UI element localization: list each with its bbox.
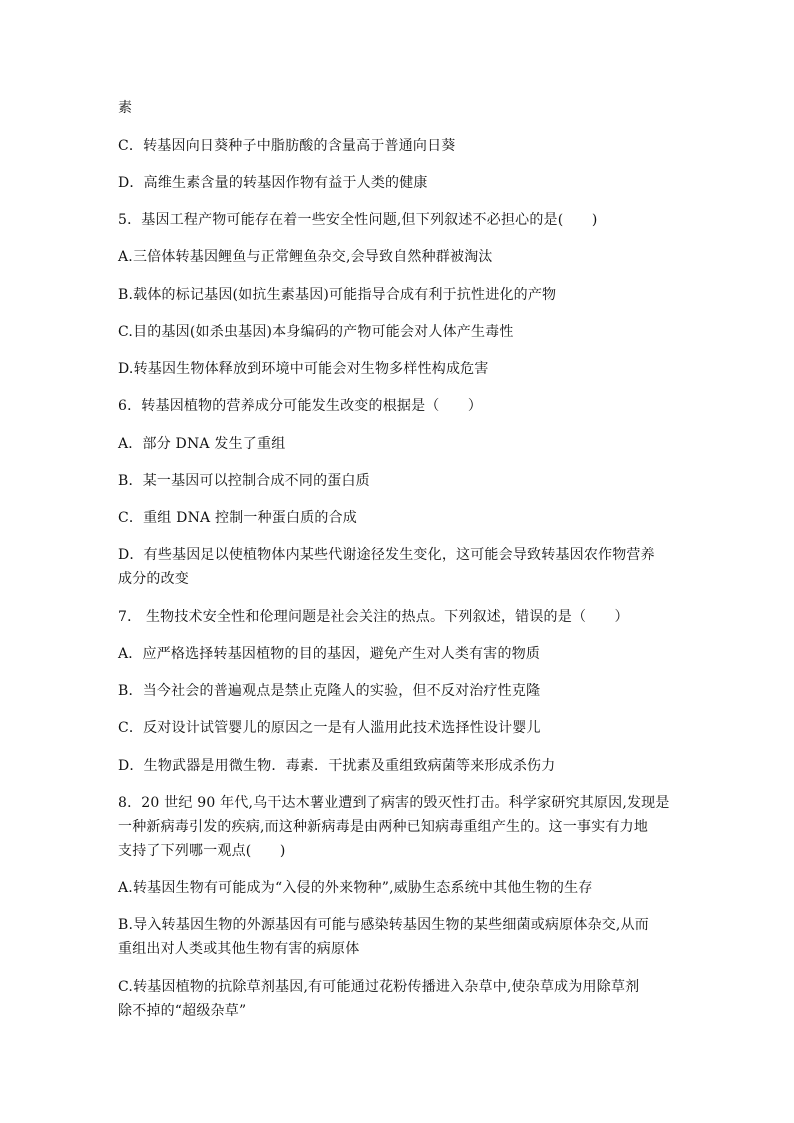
option-d-q6-cont: 成分的改变	[118, 571, 189, 587]
question-8: 8．20 世纪 90 年代,乌干达木薯业遭到了病害的毁灭性打击。科学家研究其原因,发现是	[118, 795, 670, 811]
option-c-q5: C.目的基因(如杀虫基因)本身编码的产物可能会对人体产生毒性	[118, 324, 514, 340]
option-c-q7: C．反对设计试管婴儿的原因之一是有人滥用此技术选择性设计婴儿	[118, 720, 541, 736]
question-8-cont-1: 一种新病毒引发的疾病,而这种新病毒是由两种已知病毒重组产生的。这一事实有力地	[118, 819, 649, 835]
option-d-q7: D．生物武器是用微生物．毒素．干扰素及重组致病菌等来形成杀伤力	[118, 758, 556, 774]
question-7: 7． 生物技术安全性和伦理问题是社会关注的热点。下列叙述，错误的是（ ）	[118, 609, 629, 625]
option-c-q8-cont: 除不掉的“超级杂草”	[118, 1003, 247, 1019]
option-b-q6: B．某一基因可以控制合成不同的蛋白质	[118, 473, 370, 489]
option-a-q5: A.三倍体转基因鲤鱼与正常鲤鱼杂交,会导致自然种群被淘汰	[118, 249, 493, 265]
text-line: 素	[118, 100, 133, 116]
option-b-q8-cont: 重组出对人类或其他生物有害的病原体	[118, 941, 360, 957]
option-c-q6: C．重组 DNA 控制一种蛋白质的合成	[118, 510, 357, 526]
option-d-q4: D．高维生素含量的转基因作物有益于人类的健康	[118, 175, 428, 191]
option-d-q5: D.转基因生物体释放到环境中可能会对生物多样性构成危害	[118, 361, 489, 377]
option-d-q6: D．有些基因足以使植物体内某些代谢途径发生变化，这可能会导致转基因农作物营养	[118, 547, 655, 563]
option-c-q4: C．转基因向日葵种子中脂肪酸的含量高于普通向日葵	[118, 138, 456, 154]
question-5: 5．基因工程产物可能存在着一些安全性问题,但下列叙述不必担心的是( )	[118, 212, 598, 228]
option-a-q8: A.转基因生物有可能成为“入侵的外来物种”,威胁生态系统中其他生物的生存	[118, 880, 593, 896]
option-a-q6: A．部分 DNA 发生了重组	[118, 436, 286, 452]
option-b-q5: B.载体的标记基因(如抗生素基因)可能指导合成有利于抗性进化的产物	[118, 287, 557, 303]
option-b-q8: B.导入转基因生物的外源基因有可能与感染转基因生物的某些细菌或病原体杂交,从而	[118, 917, 649, 933]
option-c-q8: C.转基因植物的抗除草剂基因,有可能通过花粉传播进入杂草中,使杂草成为用除草剂	[118, 979, 640, 995]
question-8-cont-2: 支持了下列哪一观点( )	[118, 843, 286, 859]
option-a-q7: A．应严格选择转基因植物的目的基因，避免产生对人类有害的物质	[118, 646, 541, 662]
question-6: 6．转基因植物的营养成分可能发生改变的根据是（ ）	[118, 398, 483, 414]
option-b-q7: B．当今社会的普遍观点是禁止克隆人的实验，但不反对治疗性克隆	[118, 683, 541, 699]
